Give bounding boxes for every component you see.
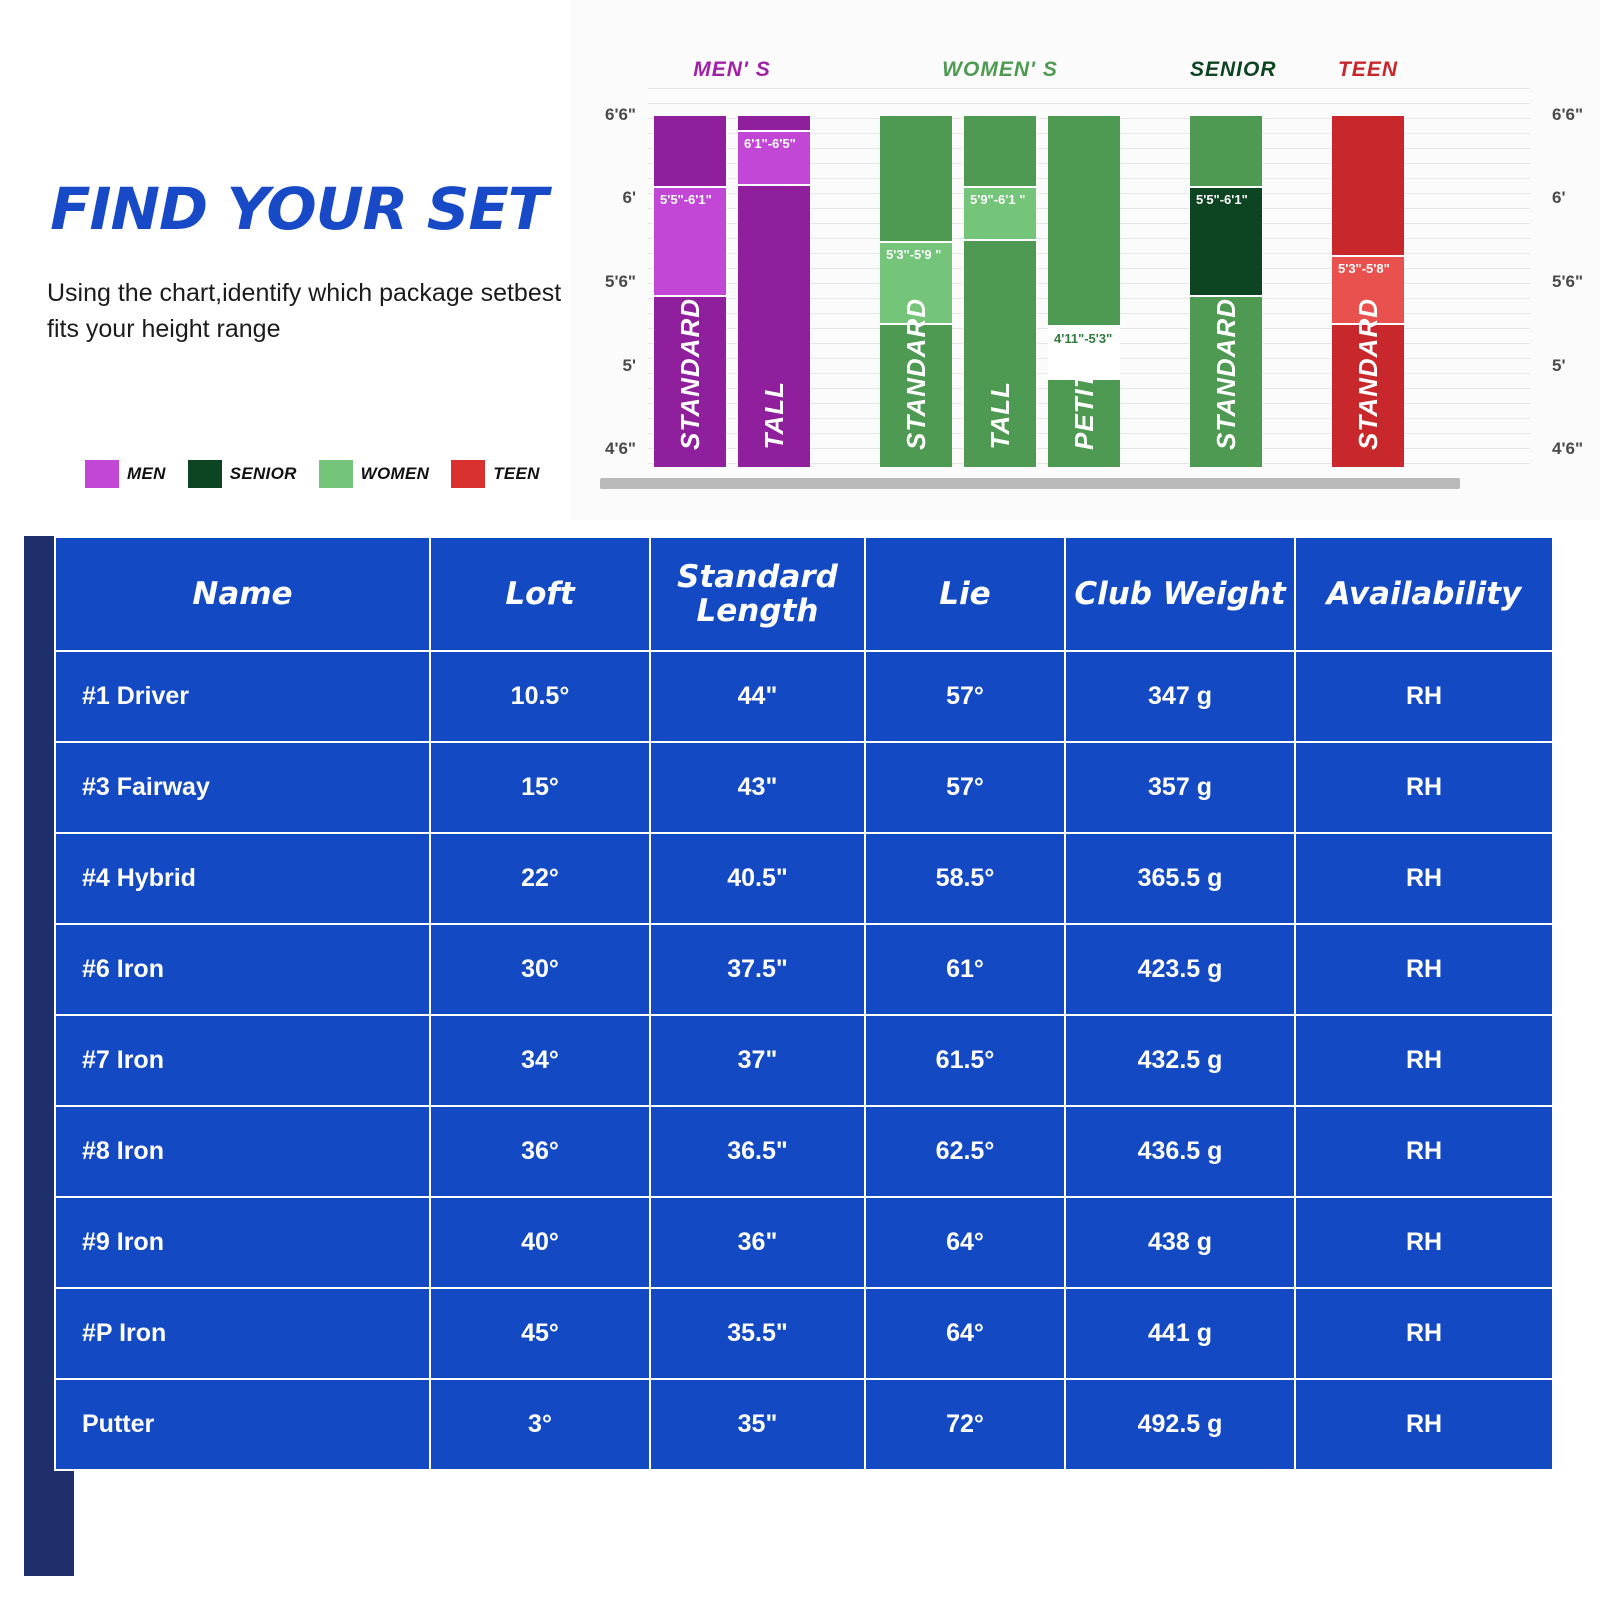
segment-range-label: 5'3"-5'9 " (886, 247, 942, 263)
y-axis-tick-right: 6'6" (1552, 104, 1584, 124)
legend-swatch-icon (188, 460, 222, 488)
segment-range-label: 5'5"-6'1" (1196, 191, 1248, 207)
bar-label: STANDARD (1352, 297, 1383, 450)
chart-bar-petite (1048, 116, 1120, 467)
chart-bar-segment (654, 186, 726, 297)
table-cell: 436.5 g (1065, 1106, 1295, 1197)
table-cell: 441 g (1065, 1288, 1295, 1379)
segment-range-label: 4'11"-5'3" (1054, 330, 1113, 346)
page-subtitle: Using the chart,identify which package setbest fits your height range (47, 279, 562, 344)
legend-swatch-icon (451, 460, 485, 488)
legend-item-men (85, 460, 166, 488)
segment-range-label: 5'5"-6'1" (660, 191, 712, 207)
table-header-row (55, 537, 1553, 651)
legend-label: SENIOR (229, 464, 297, 483)
y-axis-tick-left: 5'6" (604, 272, 636, 291)
table-cell: RH (1295, 742, 1553, 833)
bar-label: STANDARD (1210, 297, 1241, 450)
table-cell: 347 g (1065, 651, 1295, 742)
table-cell: 30° (430, 924, 650, 1015)
club-name-cell: #8 Iron (55, 1106, 430, 1197)
y-axis-tick-right: 6' (1552, 188, 1566, 208)
chart-bar-segment (1190, 186, 1262, 297)
table-cell: 36° (430, 1106, 650, 1197)
table-cell: RH (1295, 1015, 1553, 1106)
legend-label: TEEN (493, 464, 540, 483)
table-cell: 58.5° (865, 833, 1065, 924)
chart-group-label: TEEN (1337, 58, 1398, 81)
table-cell: 357 g (1065, 742, 1295, 833)
segment-range-label: 6'1"-6'5" (744, 135, 796, 151)
chart-baseline (600, 478, 1460, 489)
table-row (55, 742, 1553, 833)
club-name-cell: #9 Iron (55, 1197, 430, 1288)
bar-label: TALL (984, 381, 1015, 450)
table-cell: RH (1295, 924, 1553, 1015)
y-axis-tick-left: 6' (622, 188, 636, 208)
chart-group-label: WOMEN' S (942, 58, 1058, 81)
chart-group-label: MEN' S (693, 58, 771, 81)
legend-label: MEN (127, 464, 166, 483)
chart-gridline (648, 103, 1530, 104)
table-row (55, 1015, 1553, 1106)
table-cell: 438 g (1065, 1197, 1295, 1288)
table-row (55, 1379, 1553, 1470)
club-name-cell: #3 Fairway (55, 742, 430, 833)
chart-bar-standard (880, 116, 952, 467)
legend-item-teen (451, 460, 540, 488)
table-cell: RH (1295, 833, 1553, 924)
legend-swatch-icon (319, 460, 353, 488)
table-cell: 37" (650, 1015, 865, 1106)
chart-bar-segment (738, 130, 810, 186)
table-cell: 45° (430, 1288, 650, 1379)
table-row (55, 1288, 1553, 1379)
table-cell: 57° (865, 742, 1065, 833)
club-name-cell: Putter (55, 1379, 430, 1470)
table-cell: 64° (865, 1288, 1065, 1379)
table-column-header: Lie (865, 537, 1065, 651)
club-name-cell: #7 Iron (55, 1015, 430, 1106)
y-axis-tick-left: 5' (622, 355, 636, 375)
table-cell: 57° (865, 651, 1065, 742)
club-name-cell: #1 Driver (55, 651, 430, 742)
table-row (55, 924, 1553, 1015)
table-cell: 35" (650, 1379, 865, 1470)
table-cell: 15° (430, 742, 650, 833)
table-cell: 44" (650, 651, 865, 742)
y-axis-tick-left: 4'6" (604, 439, 636, 459)
table-cell: RH (1295, 1379, 1553, 1470)
club-specs-table (54, 536, 1554, 1471)
legend-swatch-icon (85, 460, 119, 488)
table-row (55, 1106, 1553, 1197)
table-cell: 22° (430, 833, 650, 924)
table-column-header: Name (55, 537, 430, 651)
chart-bar-tall (964, 116, 1036, 467)
table-cell: 37.5" (650, 924, 865, 1015)
club-name-cell: #6 Iron (55, 924, 430, 1015)
table-cell: RH (1295, 651, 1553, 742)
bar-label: TALL (758, 381, 789, 450)
legend-label: WOMEN (360, 464, 430, 483)
legend-item-women (319, 460, 430, 488)
table-column-header: Standard Length (650, 537, 865, 651)
legend-item-senior (188, 460, 297, 488)
table-cell: 72° (865, 1379, 1065, 1470)
table-column-header: Loft (430, 537, 650, 651)
height-chart (570, 0, 1600, 520)
hero-section (0, 0, 1600, 520)
table-cell: RH (1295, 1197, 1553, 1288)
table-cell: 34° (430, 1015, 650, 1106)
table-cell: 432.5 g (1065, 1015, 1295, 1106)
table-cell: 492.5 g (1065, 1379, 1295, 1470)
table-cell: RH (1295, 1288, 1553, 1379)
chart-bar-tall (738, 116, 810, 467)
club-specs-section (24, 536, 1576, 1576)
table-cell: 64° (865, 1197, 1065, 1288)
table-cell: 62.5° (865, 1106, 1065, 1197)
table-cell: 35.5" (650, 1288, 865, 1379)
club-name-cell: #P Iron (55, 1288, 430, 1379)
segment-range-label: 5'9"-6'1 " (970, 191, 1026, 207)
table-cell: 423.5 g (1065, 924, 1295, 1015)
chart-plot-area (604, 88, 1584, 478)
table-row (55, 1197, 1553, 1288)
segment-range-label: 5'3"-5'8" (1338, 261, 1390, 277)
table-column-header: Club Weight (1065, 537, 1295, 651)
chart-bar-segment (964, 186, 1036, 242)
table-cell: 365.5 g (1065, 833, 1295, 924)
table-cell: 10.5° (430, 651, 650, 742)
table-cell: RH (1295, 1106, 1553, 1197)
chart-bar-standard (1332, 116, 1404, 467)
bar-label: PETITE (1068, 352, 1099, 450)
y-axis-tick-right: 5'6" (1552, 272, 1584, 291)
page-title: FIND YOUR SET (50, 175, 548, 243)
table-cell: 43" (650, 742, 865, 833)
table-cell: 61° (865, 924, 1065, 1015)
chart-bar-standard (1190, 116, 1262, 467)
table-row (55, 833, 1553, 924)
table-cell: 36" (650, 1197, 865, 1288)
chart-bar-standard (654, 116, 726, 467)
chart-group-label: SENIOR (1190, 58, 1277, 81)
table-column-header: Availability (1295, 537, 1553, 651)
y-axis-tick-right: 4'6" (1552, 439, 1584, 459)
table-cell: 61.5° (865, 1015, 1065, 1106)
chart-gridline (648, 88, 1530, 89)
table-cell: 40.5" (650, 833, 865, 924)
club-name-cell: #4 Hybrid (55, 833, 430, 924)
table-row (55, 651, 1553, 742)
bar-label: STANDARD (674, 297, 705, 450)
table-body (55, 651, 1553, 1470)
y-axis-tick-right: 5' (1552, 355, 1566, 375)
bar-label: STANDARD (900, 297, 931, 450)
table-cell: 40° (430, 1197, 650, 1288)
chart-legend (85, 460, 562, 488)
table-cell: 3° (430, 1379, 650, 1470)
y-axis-tick-left: 6'6" (604, 104, 636, 124)
table-cell: 36.5" (650, 1106, 865, 1197)
